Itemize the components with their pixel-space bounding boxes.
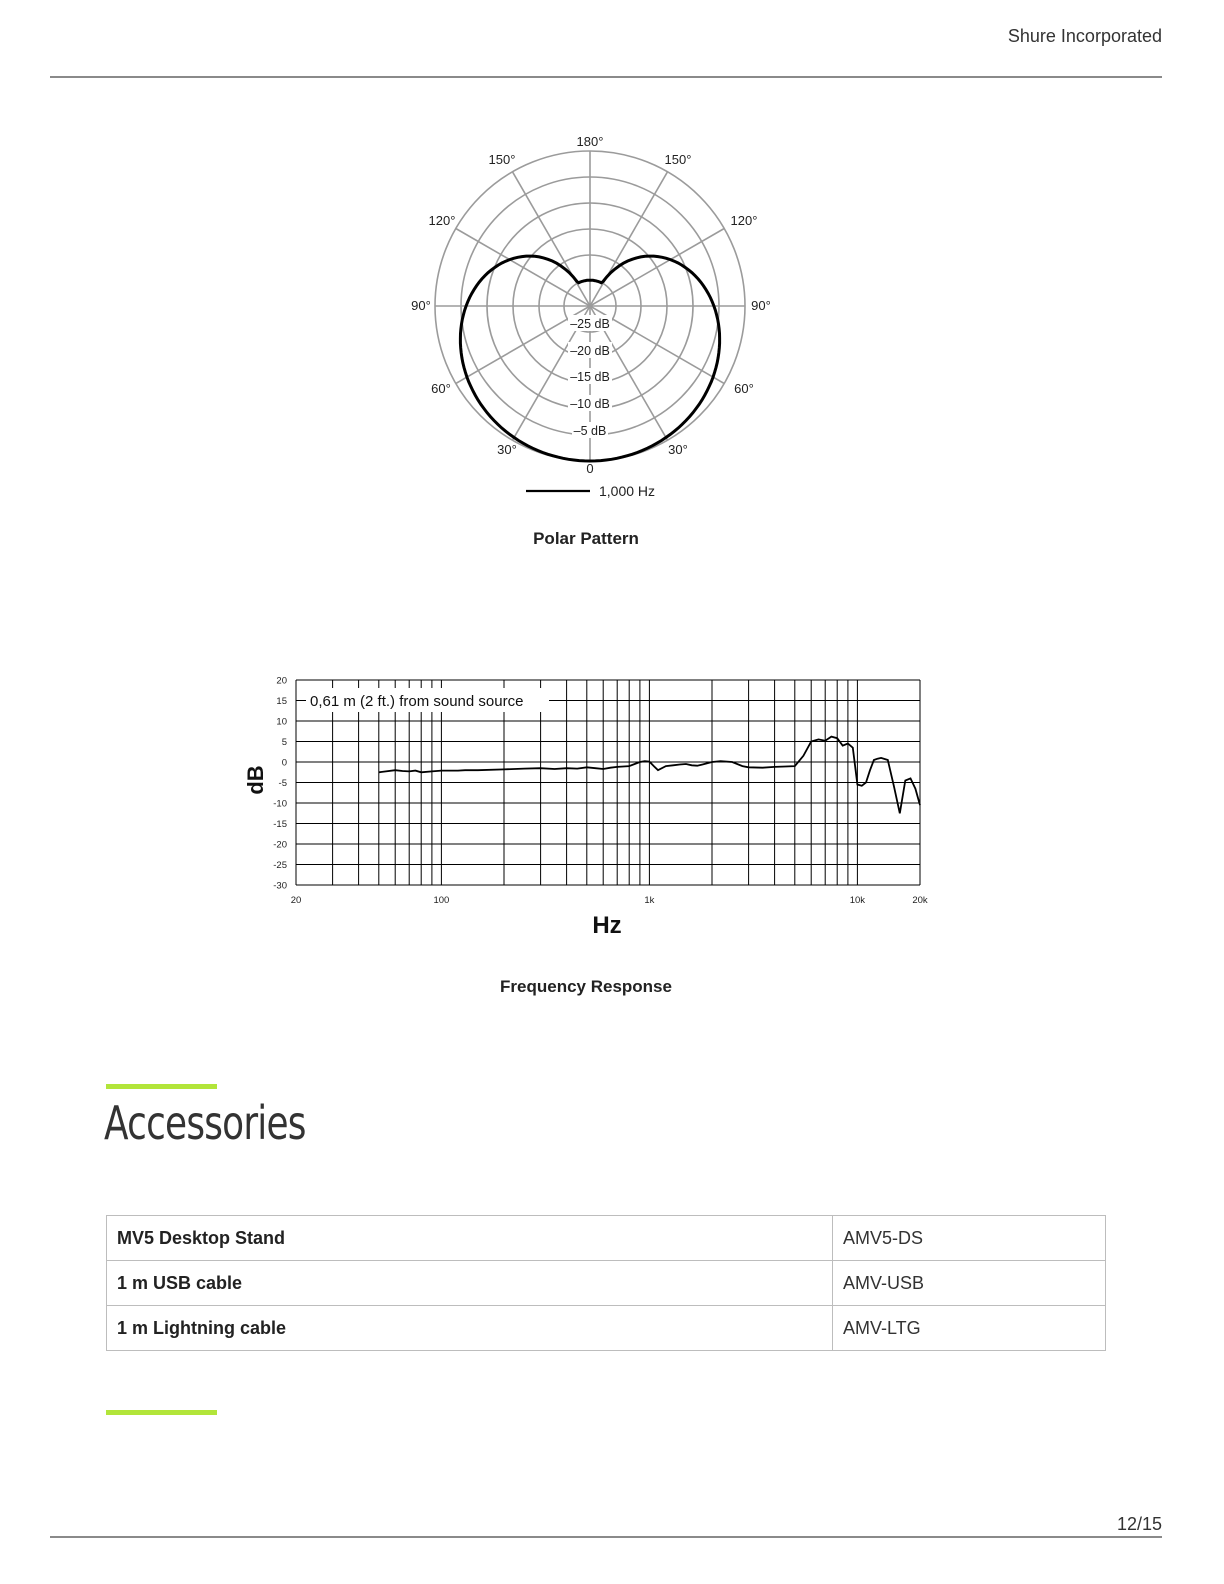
polar-pattern-chart	[400, 128, 780, 508]
angle-label-150-right: 150°	[664, 152, 692, 167]
angle-label-150-left: 150°	[488, 152, 516, 167]
x-tick-label: 10k	[849, 895, 866, 906]
freq-caption: Frequency Response	[500, 977, 672, 996]
y-tick-label: -5	[278, 778, 287, 789]
angle-label-60-right: 60°	[734, 381, 754, 396]
y-tick-label: 10	[276, 716, 287, 728]
x-tick-label: 1k	[644, 895, 655, 906]
polar-svg	[400, 128, 780, 508]
page-number: 12/15	[1116, 1514, 1162, 1534]
table-row	[107, 1216, 1106, 1261]
accessory-name: MV5 Desktop Stand	[107, 1216, 833, 1261]
y-tick-label: -10	[273, 798, 287, 810]
y-tick-label: 5	[281, 737, 287, 748]
table-row	[107, 1306, 1106, 1351]
y-tick-label: -20	[273, 839, 287, 851]
y-tick-label: 20	[276, 675, 287, 687]
table-row	[107, 1261, 1106, 1306]
ring-label-10: –10 dB	[570, 397, 610, 411]
section-accent-bar	[106, 1410, 217, 1415]
angle-label-0: 0	[586, 461, 594, 476]
accessories-table	[106, 1215, 1106, 1351]
polar-caption: Polar Pattern	[533, 529, 639, 548]
header-company: Shure Incorporated	[1007, 26, 1162, 46]
chart-annotation: 0,61 m (2 ft.) from sound source	[310, 693, 524, 710]
angle-label-60-left: 60°	[431, 381, 451, 396]
accessory-code: AMV5-DS	[833, 1216, 1106, 1261]
y-tick-label: 15	[276, 696, 287, 707]
ring-label-15: –15 dB	[570, 370, 610, 384]
y-tick-label: -15	[273, 819, 287, 830]
accessory-code: AMV-LTG	[833, 1306, 1106, 1351]
x-axis-label: Hz	[592, 912, 622, 939]
accessory-name: 1 m USB cable	[107, 1261, 833, 1306]
accessory-name: 1 m Lightning cable	[107, 1306, 833, 1351]
angle-label-90-right: 90°	[751, 298, 771, 313]
angle-label-120-right: 120°	[730, 213, 758, 228]
footer-rule	[50, 1536, 1162, 1538]
y-axis-label: dB	[243, 765, 268, 795]
y-tick-label: -25	[273, 860, 287, 871]
angle-label-30-left: 30°	[497, 442, 517, 457]
angle-label-90-left: 90°	[411, 298, 431, 313]
freq-svg	[236, 666, 936, 946]
angle-label-30-right: 30°	[668, 442, 688, 457]
x-tick-label: 20k	[912, 895, 928, 906]
section-accent-bar	[106, 1084, 217, 1089]
accessory-code: AMV-USB	[833, 1261, 1106, 1306]
angle-label-120-left: 120°	[428, 213, 456, 228]
accessories-title: Accessories	[104, 1096, 306, 1150]
x-tick-label: 100	[433, 895, 450, 906]
legend-label: 1,000 Hz	[599, 483, 656, 499]
ring-label-25: –25 dB	[570, 317, 610, 331]
angle-label-180: 180°	[576, 134, 604, 149]
x-tick-label: 20	[290, 895, 302, 906]
y-tick-label: -30	[273, 880, 287, 892]
ring-label-5: –5 dB	[573, 424, 607, 438]
ring-label-20: –20 dB	[570, 344, 610, 358]
frequency-response-chart	[236, 666, 936, 946]
header-rule	[50, 76, 1162, 78]
y-tick-label: 0	[281, 757, 287, 769]
